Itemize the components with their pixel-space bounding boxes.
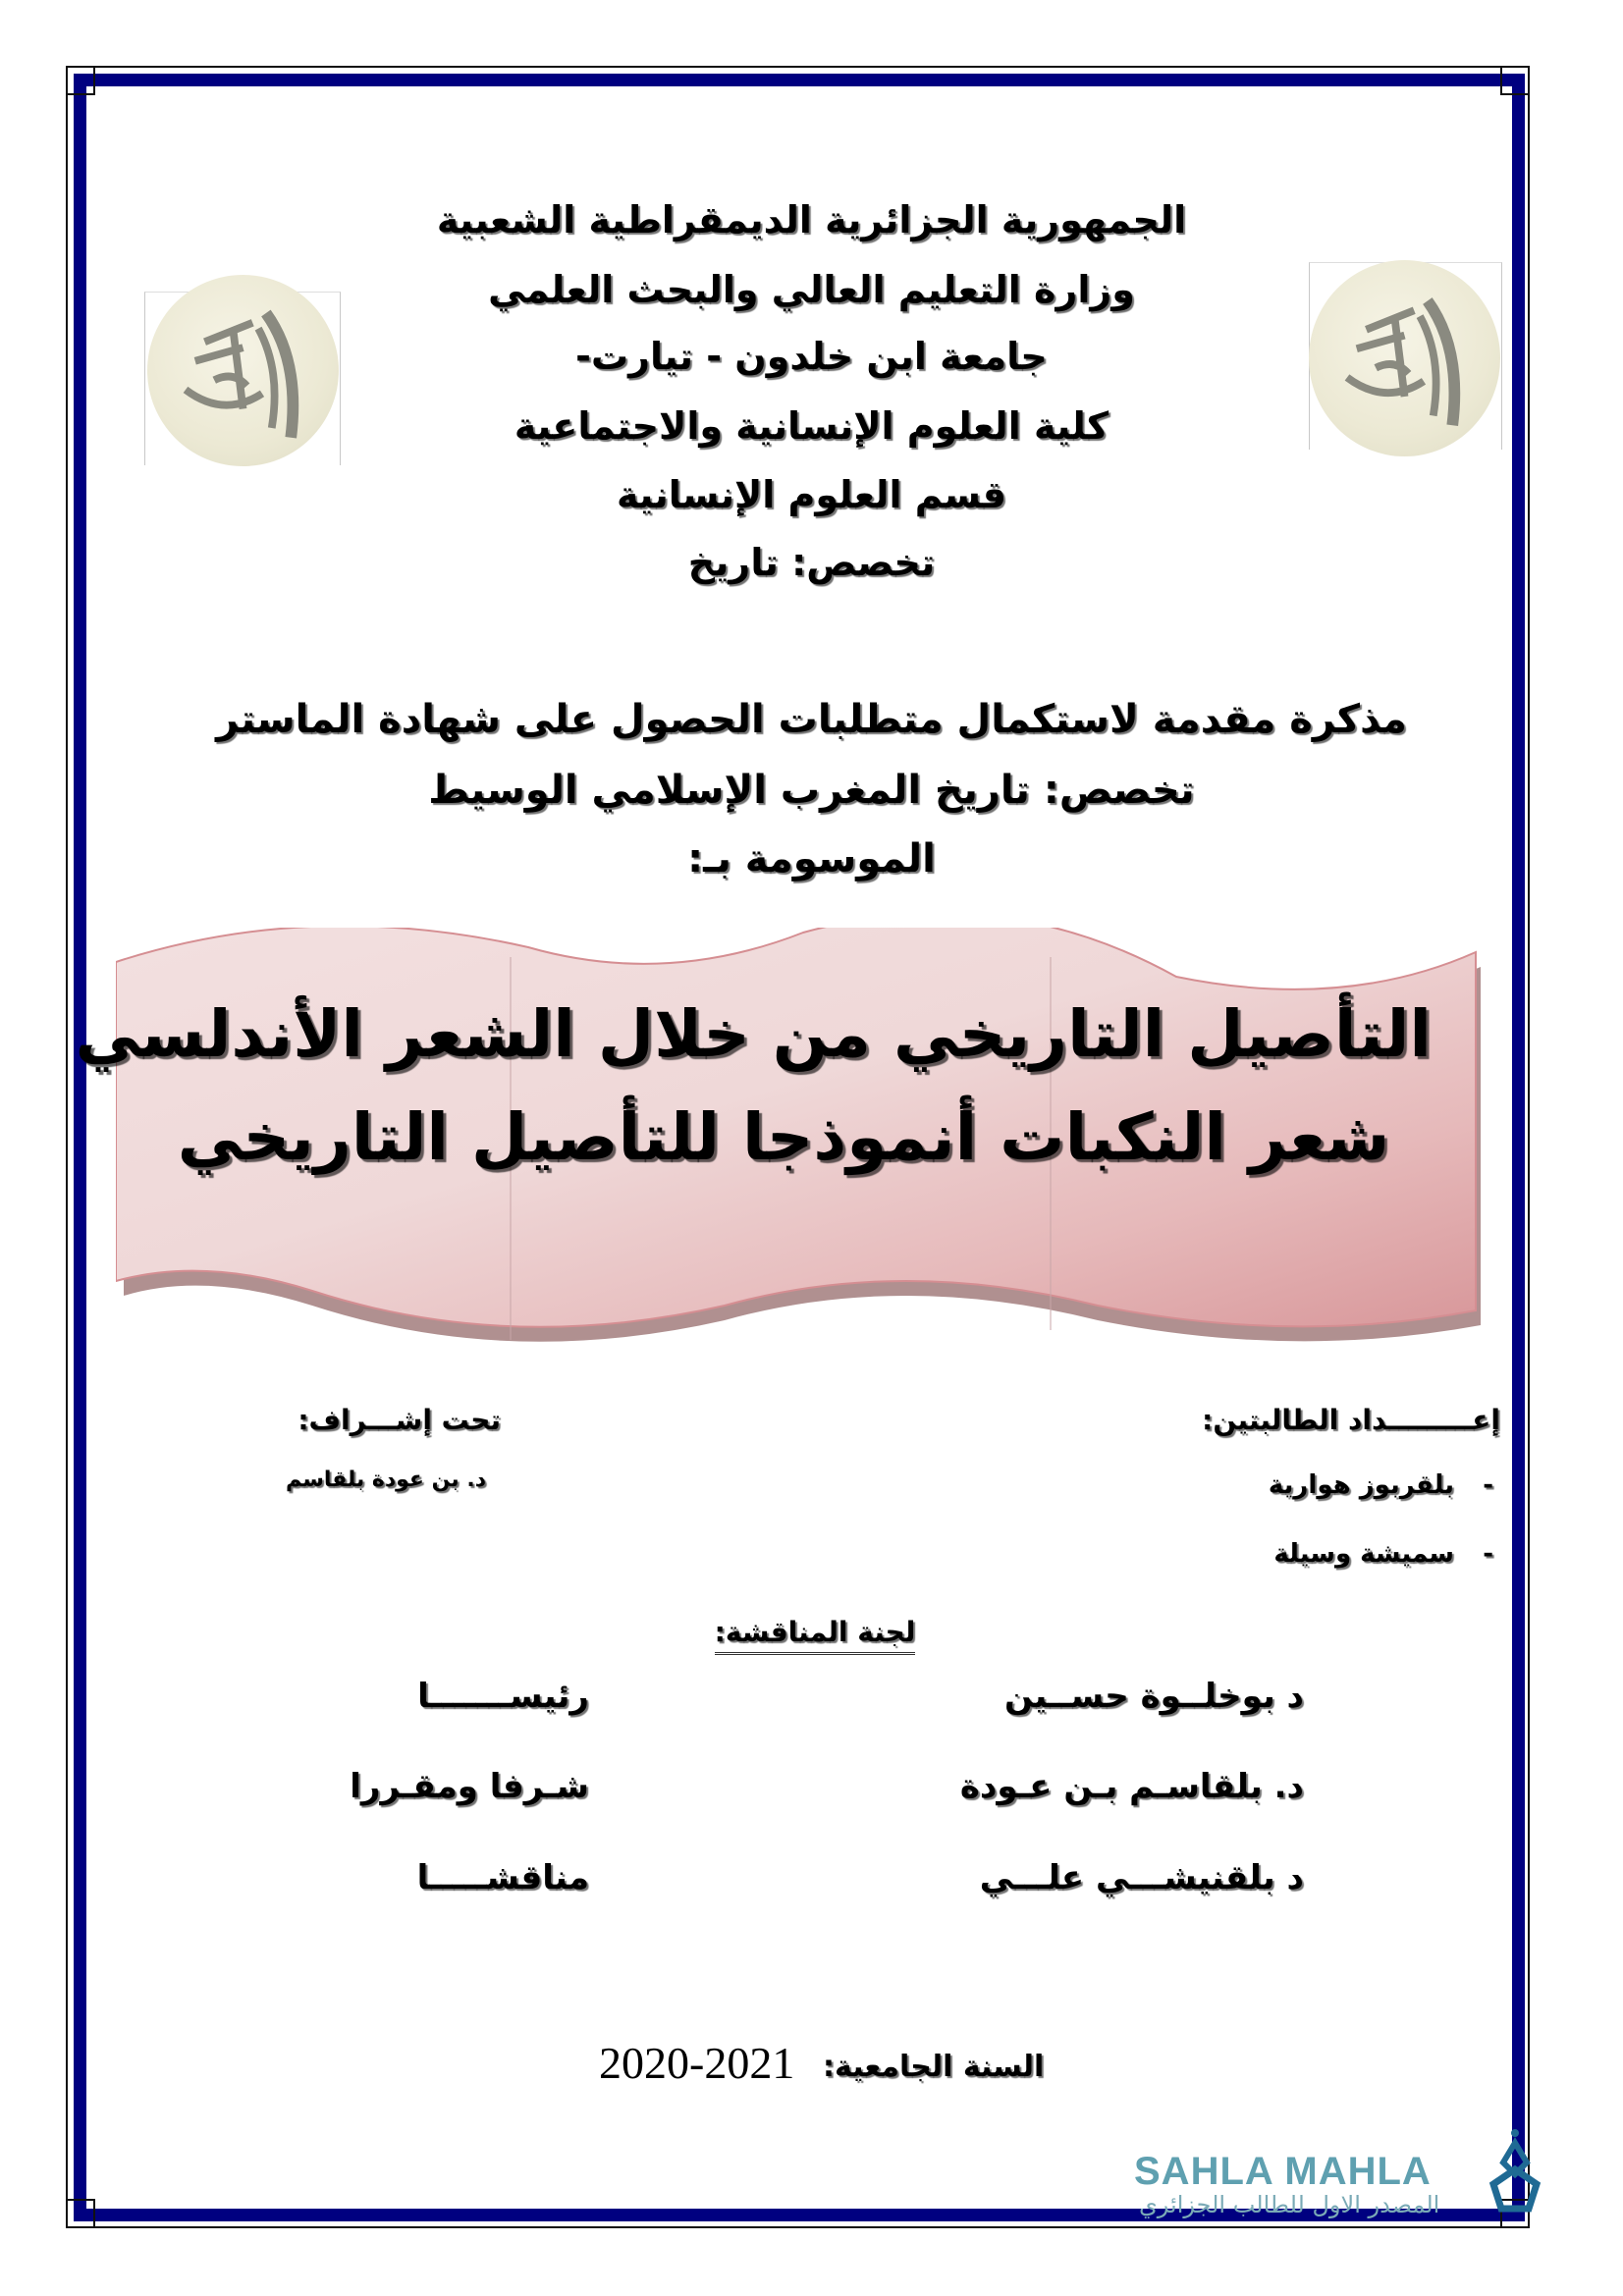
header-ministry: وزارة التعليم العالي والبحث العلمي [488, 268, 1135, 311]
header-republic: الجمهورية الجزائرية الديمقراطية الشعبية [436, 198, 1187, 241]
page-border-left [74, 74, 86, 2221]
header-specialty: تخصص: تاريخ [687, 541, 936, 584]
list-bullet: - [1483, 1539, 1493, 1569]
header-university: جامعة ابن خلدون - تيارت- [575, 335, 1048, 378]
jury-member-name: د بوخلــوة حســين [1003, 1677, 1304, 1716]
border-corner-ornament [66, 66, 95, 95]
supervisor-label: تحت إشـــراف: [298, 1404, 501, 1436]
thesis-specialty: تخصص: تاريخ المغرب الإسلامي الوسيط [428, 768, 1195, 813]
thesis-title-line2: شعر النكبات أنموذجا للتأصيل التاريخي [177, 1099, 1390, 1175]
academic-year-label: السنة الجامعية: [823, 2050, 1045, 2084]
thesis-purpose: مذكرة مقدمة لاستكمال متطلبات الحصول على شهادة الماستر [216, 697, 1407, 742]
list-bullet: - [1483, 1470, 1493, 1500]
border-corner-ornament [66, 2199, 95, 2228]
student-name: بلقربوز هوارية [1268, 1470, 1454, 1500]
jury-member-role: رئيســـــــا [417, 1677, 589, 1716]
supervisor-name: د. بن عودة بلقاسم [285, 1468, 486, 1492]
academic-year-value: 2020-2021 [599, 2038, 795, 2088]
page-border-right [1512, 74, 1525, 2221]
jury-member-role: شـرفا ومقـررا [350, 1767, 589, 1806]
jury-member-role: مناقشـــــا [416, 1858, 589, 1897]
jury-label [707, 1616, 923, 1648]
jury-label-text: لجنة المناقشة: [715, 1616, 916, 1655]
jury-member-name: د بلقنيشـــي علـــي [979, 1858, 1304, 1897]
border-corner-ornament [1500, 66, 1530, 95]
header-faculty: كلية العلوم الإنسانية والاجتماعية [514, 404, 1109, 448]
sahla-mahla-logo-icon [1486, 2125, 1544, 2218]
page-border-top [74, 74, 1525, 86]
student-name: سميشة وسيلة [1273, 1539, 1454, 1569]
jury-member-name: د. بلقاسـم بـن عـودة [959, 1767, 1304, 1806]
header-department: قسم العلوم الإنسانية [616, 473, 1007, 516]
title-banner [75, 928, 1490, 1350]
sahla-mahla-watermark: SAHLA MAHLA [1134, 2150, 1432, 2193]
thesis-title-line1: التأصيل التاريخي من خلال الشعر الأندلسي [75, 996, 1432, 1072]
students-label: إعـــــــــداد الطالبتين: [1202, 1404, 1500, 1436]
thesis-titled: الموسومة بـ: [687, 836, 936, 881]
sahla-mahla-tagline: المصدر الاول للطالب الجزائري [1139, 2191, 1440, 2218]
